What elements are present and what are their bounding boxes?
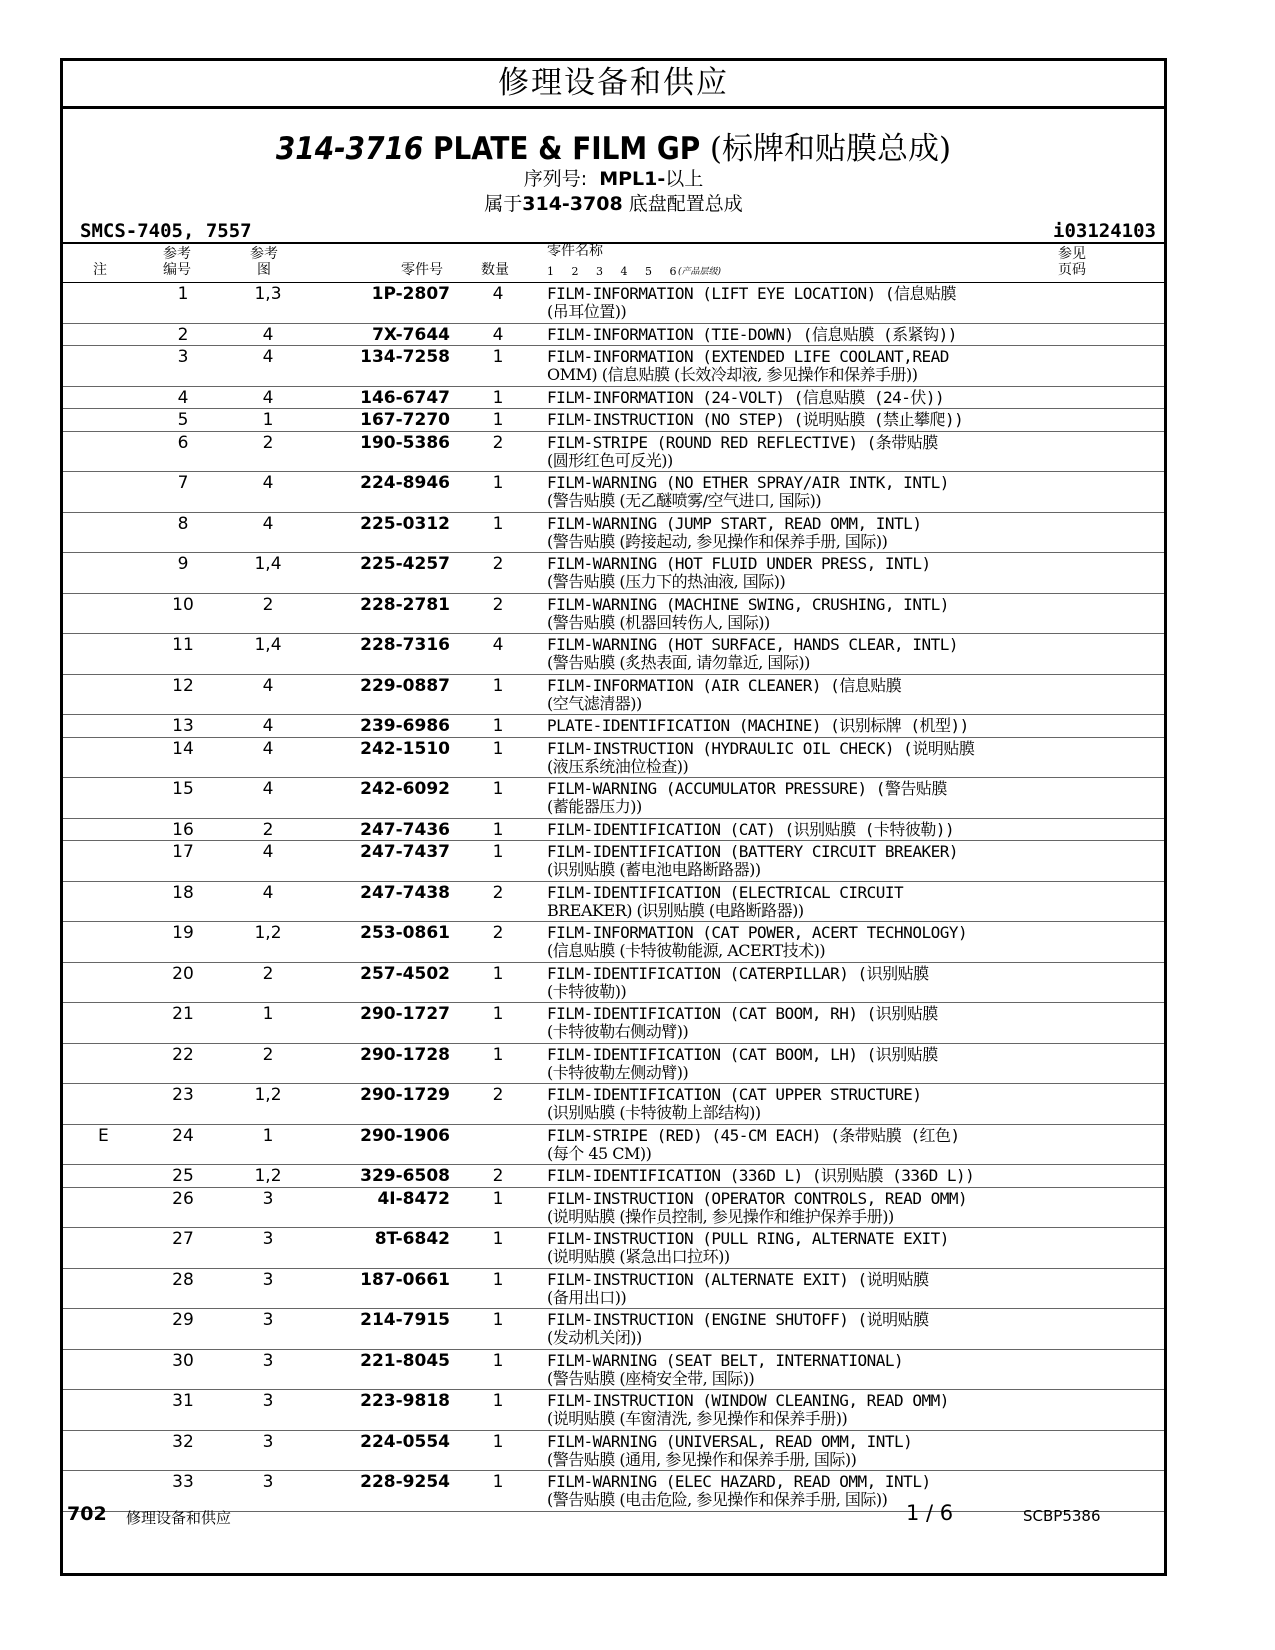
row-figure: 1,2 (254, 923, 282, 943)
row-part-name (547, 1473, 1047, 1509)
row-part-number: 290-1727 (360, 1004, 450, 1024)
row-figure: 4 (262, 513, 274, 534)
row-figure: 1,2 (254, 1085, 282, 1105)
row-part-name-line2: (警告贴膜 (电击危险, 参见操作和保养手册, 国际)) (547, 1490, 888, 1509)
group-part-number: 314-3716 (275, 131, 424, 167)
row-part-name-line2: (警告贴膜 (座椅安全带, 国际)) (547, 1368, 755, 1388)
row-part-name (547, 1127, 1047, 1163)
row-part-name-line2: (卡特彼勒左侧动臂)) (547, 1062, 689, 1082)
row-part-name-line1: FILM-INSTRUCTION (NO STEP) (说明贴膜 (禁止攀爬)) (547, 410, 964, 429)
row-part-number: 242-6092 (360, 779, 450, 799)
row-part-name (547, 434, 1047, 470)
row-part-name (547, 1392, 1047, 1428)
row-part-name-line1: FILM-IDENTIFICATION (ELECTRICAL CIRCUIT (547, 882, 904, 902)
row-part-name (547, 780, 1047, 816)
row-part-name-line1: FILM-IDENTIFICATION (CAT) (识别贴膜 (卡特彼勒)) (547, 819, 955, 839)
row-ref-number: 11 (172, 635, 194, 655)
table-row (63, 594, 1164, 635)
col-fig-2: 图 (257, 262, 271, 278)
row-quantity: 1 (492, 1004, 504, 1024)
row-ref-number: 13 (172, 716, 194, 736)
row-ref-number: 28 (172, 1269, 194, 1290)
row-part-number: 257-4502 (360, 963, 450, 984)
row-figure: 2 (262, 1044, 274, 1065)
row-figure: 1,4 (254, 554, 282, 574)
row-figure: 4 (262, 842, 274, 862)
row-ref-number: 10 (172, 594, 194, 615)
table-row (63, 634, 1164, 675)
group-title (63, 123, 1164, 168)
row-figure: 3 (262, 1188, 274, 1209)
table-row (63, 1309, 1164, 1350)
row-part-name-line2: (空气滤清器)) (547, 693, 642, 713)
row-part-number: 167-7270 (360, 410, 450, 430)
row-quantity: 1 (492, 1188, 504, 1209)
table-row (63, 738, 1164, 779)
row-figure: 3 (262, 1229, 274, 1249)
col-part-no: 零件号 (401, 262, 443, 278)
row-part-number: 229-0887 (360, 675, 450, 696)
row-ref-number: 4 (177, 387, 189, 408)
row-part-name-line2: (警告贴膜 (通用, 参见操作和保养手册, 国际)) (547, 1449, 857, 1469)
row-part-number: 225-0312 (360, 513, 450, 534)
row-part-name-line1: FILM-WARNING (HOT FLUID UNDER PRESS, INTL) (547, 554, 931, 573)
row-part-name-line1: FILM-INSTRUCTION (WINDOW CLEANING, READ OMM) (547, 1391, 949, 1410)
row-part-name-line2: (每个 45 CM)) (547, 1143, 652, 1163)
row-part-name-line1: FILM-INSTRUCTION (ALTERNATE EXIT) (说明贴膜 (547, 1269, 929, 1289)
row-ref-number: 2 (177, 324, 189, 345)
row-quantity: 1 (492, 1229, 504, 1249)
row-part-name-line1: FILM-IDENTIFICATION (BATTERY CIRCUIT BREAKER) (547, 842, 958, 861)
table-row (63, 1390, 1164, 1431)
row-figure: 3 (262, 1431, 274, 1452)
table-row (63, 1269, 1164, 1310)
row-part-name (547, 1086, 1047, 1122)
row-figure: 4 (262, 675, 274, 696)
row-part-number: 214-7915 (360, 1310, 450, 1330)
row-part-name (547, 474, 1047, 510)
row-part-name-line2: (液压系统油位检查)) (547, 756, 689, 776)
row-part-number: 228-9254 (360, 1472, 450, 1492)
row-part-number: 187-0661 (360, 1269, 450, 1290)
row-part-number: 221-8045 (360, 1350, 450, 1371)
row-ref-number: 30 (172, 1350, 194, 1371)
row-part-name-line2: (识别贴膜 (蓄电池电路断路器)) (547, 860, 761, 879)
page-frame (60, 58, 1167, 1576)
row-part-name-line1: FILM-INFORMATION (TIE-DOWN) (信息贴膜 (系紧钩)) (547, 324, 957, 344)
row-part-name-line1: FILM-IDENTIFICATION (CAT BOOM, RH) (识别贴膜 (547, 1004, 938, 1023)
row-figure: 4 (262, 779, 274, 799)
row-part-name-line1: FILM-WARNING (ACCUMULATOR PRESSURE) (警告贴膜 (547, 779, 947, 798)
row-part-name-line1: FILM-WARNING (HOT SURFACE, HANDS CLEAR, INTL) (547, 635, 958, 654)
parent-assembly (63, 189, 1164, 216)
row-figure: 4 (262, 347, 274, 367)
table-row (63, 963, 1164, 1004)
row-part-name-line1: FILM-STRIPE (RED) (45-CM EACH) (条带贴膜 (红色) (547, 1125, 960, 1145)
row-part-name (547, 285, 1047, 321)
row-part-number: 247-7438 (360, 882, 450, 903)
table-row (63, 346, 1164, 387)
row-ref-number: 29 (172, 1310, 194, 1330)
row-ref-number: 21 (172, 1004, 194, 1024)
row-part-name (547, 965, 1047, 1001)
table-row (63, 283, 1164, 324)
row-part-name-line1: FILM-INSTRUCTION (HYDRAULIC OIL CHECK) (说明贴膜 (547, 738, 975, 758)
row-figure: 3 (262, 1391, 274, 1411)
row-quantity: 1 (492, 779, 504, 799)
table-row (63, 882, 1164, 923)
row-quantity: 1 (492, 473, 504, 493)
row-part-name-line2: (备用出口)) (547, 1287, 627, 1307)
row-part-name-line2: (卡特彼勒右侧动臂)) (547, 1022, 689, 1041)
row-figure: 4 (262, 387, 274, 408)
row-part-name-line1: FILM-INFORMATION (EXTENDED LIFE COOLANT,READ (547, 347, 949, 366)
col-qty: 数量 (481, 262, 509, 278)
row-part-name-line1: FILM-IDENTIFICATION (CATERPILLAR) (识别贴膜 (547, 963, 929, 983)
row-figure: 1,2 (254, 1166, 282, 1186)
table-row (63, 841, 1164, 882)
col-fig-1: 参考 (250, 246, 278, 262)
row-ref-number: 1 (177, 284, 189, 304)
table-row (63, 819, 1164, 842)
row-quantity: 1 (492, 513, 504, 534)
row-figure: 2 (262, 594, 274, 615)
row-quantity: 1 (492, 1350, 504, 1371)
row-quantity: 2 (492, 882, 504, 903)
row-part-name (547, 515, 1047, 551)
row-quantity: 2 (492, 923, 504, 943)
row-part-name-line1: FILM-IDENTIFICATION (CAT UPPER STRUCTURE) (547, 1085, 922, 1104)
row-part-name-line2: (警告贴膜 (压力下的热油液, 国际)) (547, 572, 786, 591)
row-part-name (547, 555, 1047, 591)
row-part-number: 224-8946 (360, 473, 450, 493)
col-note: 注 (93, 262, 107, 278)
row-quantity: 1 (492, 675, 504, 696)
row-quantity: 1 (492, 1310, 504, 1330)
row-ref-number: 9 (177, 554, 189, 574)
col-levels-note: (产品层级) (678, 267, 722, 277)
row-ref-number: 23 (172, 1085, 194, 1105)
row-part-name-line1: FILM-WARNING (UNIVERSAL, READ OMM, INTL) (547, 1431, 913, 1451)
table-row (63, 432, 1164, 473)
row-part-name (547, 924, 1047, 960)
row-figure: 2 (262, 963, 274, 984)
row-part-number: 242-1510 (360, 738, 450, 759)
row-ref-number: 33 (172, 1472, 194, 1492)
row-part-number: 228-2781 (360, 594, 450, 615)
row-part-name-line2: (信息贴膜 (卡特彼勒能源, ACERT技术)) (547, 941, 826, 960)
row-quantity: 1 (492, 738, 504, 759)
row-part-number: 290-1906 (360, 1125, 450, 1146)
row-quantity: 4 (492, 324, 504, 345)
row-ref-number: 5 (177, 410, 189, 430)
col-name: 零件名称 (547, 243, 603, 259)
row-ref-number: 19 (172, 923, 194, 943)
row-quantity: 2 (492, 1166, 504, 1186)
row-quantity: 1 (492, 347, 504, 367)
table-row (63, 1188, 1164, 1229)
row-part-name-line1: FILM-WARNING (SEAT BELT, INTERNATIONAL) (547, 1350, 904, 1370)
row-part-name-line1: FILM-INFORMATION (24-VOLT) (信息贴膜 (24-伏)) (547, 387, 945, 407)
row-figure: 4 (262, 473, 274, 493)
row-part-name-line2: BREAKER) (识别贴膜 (电路断路器)) (547, 900, 804, 920)
row-part-name (547, 1311, 1047, 1347)
row-part-name-line1: FILM-IDENTIFICATION (CAT BOOM, LH) (识别贴膜 (547, 1044, 938, 1064)
row-part-name (547, 389, 1047, 407)
row-part-number: 253-0861 (360, 923, 450, 943)
row-part-name-line1: FILM-INFORMATION (AIR CLEANER) (信息贴膜 (547, 675, 902, 695)
row-part-number: 228-7316 (360, 635, 450, 655)
row-figure: 3 (262, 1310, 274, 1330)
row-part-name (547, 1352, 1047, 1388)
row-part-name-line1: FILM-WARNING (ELEC HAZARD, READ OMM, INTL) (547, 1472, 931, 1491)
row-quantity: 2 (492, 554, 504, 574)
row-ref-number: 16 (172, 819, 194, 840)
table-header (63, 244, 1164, 283)
section-title: 修理设备和供应 (63, 61, 1164, 109)
row-quantity: 2 (492, 432, 504, 453)
row-part-number: 239-6986 (360, 716, 450, 736)
row-part-name (547, 717, 1047, 735)
row-part-number: 247-7436 (360, 819, 450, 840)
row-part-name (547, 1167, 1047, 1185)
row-part-number: 329-6508 (360, 1166, 450, 1186)
row-figure: 1,4 (254, 635, 282, 655)
table-row (63, 324, 1164, 347)
row-part-name-line1: FILM-INSTRUCTION (ENGINE SHUTOFF) (说明贴膜 (547, 1310, 929, 1329)
row-part-number: 134-7258 (360, 347, 450, 367)
serial-label: 序列号: (523, 168, 588, 190)
row-quantity: 1 (492, 1391, 504, 1411)
row-ref-number: 8 (177, 513, 189, 534)
row-part-name-line1: FILM-WARNING (NO ETHER SPRAY/AIR INTK, INTL) (547, 473, 949, 492)
row-ref-number: 25 (172, 1166, 194, 1186)
row-ref-number: 7 (177, 473, 189, 493)
row-part-name-line2: (说明贴膜 (操作员控制, 参见操作和维护保养手册)) (547, 1206, 894, 1226)
belongs-name: 底盘配置总成 (628, 193, 743, 215)
row-part-number: 7X-7644 (372, 324, 450, 345)
row-quantity: 1 (492, 1269, 504, 1290)
row-quantity: 4 (492, 635, 504, 655)
table-row (63, 387, 1164, 410)
row-part-name-line2: (警告贴膜 (机器回转伤人, 国际)) (547, 612, 770, 632)
row-part-name (547, 1271, 1047, 1307)
row-part-name-line1: FILM-IDENTIFICATION (336D L) (识别贴膜 (336D L)) (547, 1166, 975, 1185)
row-part-name-line1: FILM-INSTRUCTION (OPERATOR CONTROLS, READ OMM) (547, 1188, 968, 1208)
row-part-name (547, 843, 1047, 879)
row-part-name-line1: PLATE-IDENTIFICATION (MACHINE) (识别标牌 (机型)) (547, 716, 969, 735)
table-row (63, 1228, 1164, 1269)
table-row (63, 409, 1164, 432)
row-part-name (547, 1005, 1047, 1041)
table-row (63, 553, 1164, 594)
row-figure: 2 (262, 432, 274, 453)
table-row (63, 1350, 1164, 1391)
row-part-name-line2: (警告贴膜 (跨接起动, 参见操作和保养手册, 国际)) (547, 531, 888, 551)
smcs-codes: SMCS-7405, 7557 (80, 220, 252, 242)
row-part-name-line1: FILM-INSTRUCTION (PULL RING, ALTERNATE EXIT) (547, 1229, 949, 1248)
row-figure: 1 (262, 1004, 274, 1024)
row-quantity: 1 (492, 963, 504, 984)
row-part-name (547, 326, 1047, 344)
row-ref-number: 15 (172, 779, 194, 799)
parts-table-body (63, 283, 1164, 1512)
row-part-name (547, 821, 1047, 839)
row-part-number: 247-7437 (360, 842, 450, 862)
col-levels: 1 2 3 4 5 6 (547, 265, 684, 278)
row-part-name-line2: (识别贴膜 (卡特彼勒上部结构)) (547, 1103, 761, 1122)
belongs-prefix: 属于 (484, 193, 523, 215)
row-ref-number: 24 (172, 1125, 194, 1146)
group-header (63, 109, 1164, 244)
row-figure: 4 (262, 716, 274, 736)
row-part-number: 190-5386 (360, 432, 450, 453)
row-part-name-line2: (蓄能器压力)) (547, 797, 642, 816)
row-figure: 4 (262, 324, 274, 345)
row-quantity: 1 (492, 1044, 504, 1065)
row-part-name-line2: (发动机关闭)) (547, 1328, 642, 1347)
row-figure: 1 (262, 410, 274, 430)
table-row (63, 1044, 1164, 1085)
row-part-name (547, 636, 1047, 672)
row-figure: 1 (262, 1125, 274, 1146)
row-part-name-line1: FILM-INFORMATION (CAT POWER, ACERT TECHNOLOGY) (547, 923, 968, 942)
serial-info (63, 164, 1164, 191)
col-see-1: 参见 (1058, 246, 1086, 262)
table-row (63, 1431, 1164, 1472)
footer-page-number: 702 (67, 1503, 107, 1525)
row-quantity: 1 (492, 819, 504, 840)
row-part-name (547, 677, 1047, 713)
row-part-name-line2: (圆形红色可反光)) (547, 450, 673, 470)
row-figure: 3 (262, 1350, 274, 1371)
row-ref-number: 20 (172, 963, 194, 984)
row-quantity: 4 (492, 284, 504, 304)
row-part-name (547, 1433, 1047, 1469)
group-name-en: PLATE & FILM GP (433, 131, 701, 167)
row-part-name (547, 411, 1047, 429)
row-ref-number: 26 (172, 1188, 194, 1209)
row-quantity: 1 (492, 410, 504, 430)
row-ref-number: 17 (172, 842, 194, 862)
row-figure: 2 (262, 819, 274, 840)
row-part-name (547, 1230, 1047, 1266)
row-note: E (98, 1125, 109, 1146)
row-ref-number: 12 (172, 675, 194, 696)
row-part-name-line1: FILM-WARNING (MACHINE SWING, CRUSHING, INTL) (547, 594, 949, 614)
row-part-name (547, 740, 1047, 776)
row-ref-number: 14 (172, 738, 194, 759)
row-part-number: 224-0554 (360, 1431, 450, 1452)
illustration-id: i03124103 (1053, 220, 1156, 242)
row-quantity: 1 (492, 842, 504, 862)
row-part-number: 8T-6842 (374, 1229, 450, 1249)
row-part-name-line2: (警告贴膜 (无乙醚喷雾/空气进口, 国际)) (547, 491, 822, 510)
row-part-name-line1: FILM-INFORMATION (LIFT EYE LOCATION) (信息贴膜 (547, 284, 957, 303)
row-figure: 3 (262, 1269, 274, 1290)
row-part-name-line2: (说明贴膜 (紧急出口拉环)) (547, 1247, 730, 1266)
row-part-number: 223-9818 (360, 1391, 450, 1411)
row-figure: 4 (262, 738, 274, 759)
row-part-name-line2: (吊耳位置)) (547, 302, 627, 321)
row-part-name-line2: (说明贴膜 (车窗清洗, 参见操作和保养手册)) (547, 1409, 848, 1428)
row-quantity: 1 (492, 387, 504, 408)
row-part-name (547, 348, 1047, 384)
group-name-zh: (标牌和贴膜总成) (709, 131, 952, 167)
row-part-name-line2: OMM) (信息贴膜 (长效冷却液, 参见操作和保养手册)) (547, 365, 918, 384)
table-row (63, 1165, 1164, 1188)
row-ref-number: 27 (172, 1229, 194, 1249)
row-part-number: 4I-8472 (377, 1188, 450, 1209)
row-part-name-line1: FILM-STRIPE (ROUND RED REFLECTIVE) (条带贴膜 (547, 432, 938, 452)
table-row (63, 1471, 1164, 1512)
table-row (63, 778, 1164, 819)
row-part-name (547, 884, 1047, 920)
table-row (63, 922, 1164, 963)
footer-page-count: 1 / 6 (906, 1501, 954, 1525)
row-part-number: 290-1729 (360, 1085, 450, 1105)
serial-suffix: 以上 (665, 168, 704, 190)
row-figure: 4 (262, 882, 274, 903)
belongs-part: 314-3708 (522, 193, 623, 215)
row-ref-number: 31 (172, 1391, 194, 1411)
row-part-name (547, 1046, 1047, 1082)
serial-value: MPL1- (599, 168, 666, 190)
row-ref-number: 22 (172, 1044, 194, 1065)
row-part-number: 225-4257 (360, 554, 450, 574)
table-row (63, 1084, 1164, 1125)
row-ref-number: 18 (172, 882, 194, 903)
row-quantity: 1 (492, 1472, 504, 1492)
row-part-name (547, 596, 1047, 632)
row-part-name-line2: (卡特彼勒)) (547, 981, 627, 1001)
table-row (63, 715, 1164, 738)
row-ref-number: 32 (172, 1431, 194, 1452)
row-quantity: 2 (492, 1085, 504, 1105)
row-part-name (547, 1190, 1047, 1226)
col-see-2: 页码 (1058, 262, 1086, 278)
table-row (63, 1125, 1164, 1166)
table-row (63, 1003, 1164, 1044)
row-quantity: 2 (492, 594, 504, 615)
row-part-name-line1: FILM-WARNING (JUMP START, READ OMM, INTL) (547, 513, 922, 533)
col-ref-1: 参考 (163, 246, 191, 262)
row-part-name-line2: (警告贴膜 (炙热表面, 请勿靠近, 国际)) (547, 653, 810, 672)
table-row (63, 472, 1164, 513)
row-part-number: 290-1728 (360, 1044, 450, 1065)
table-row (63, 513, 1164, 554)
row-ref-number: 6 (177, 432, 189, 453)
row-part-number: 1P-2807 (371, 284, 450, 304)
row-part-number: 146-6747 (360, 387, 450, 408)
footer-section: 修理设备和供应 (126, 1509, 232, 1527)
row-ref-number: 3 (177, 347, 189, 367)
table-row (63, 675, 1164, 716)
row-quantity: 1 (492, 1431, 504, 1452)
col-ref-2: 编号 (163, 262, 191, 278)
row-figure: 1,3 (254, 284, 282, 304)
row-quantity: 1 (492, 716, 504, 736)
footer-doc-code: SCBP5386 (1023, 1507, 1101, 1525)
row-figure: 3 (262, 1472, 274, 1492)
